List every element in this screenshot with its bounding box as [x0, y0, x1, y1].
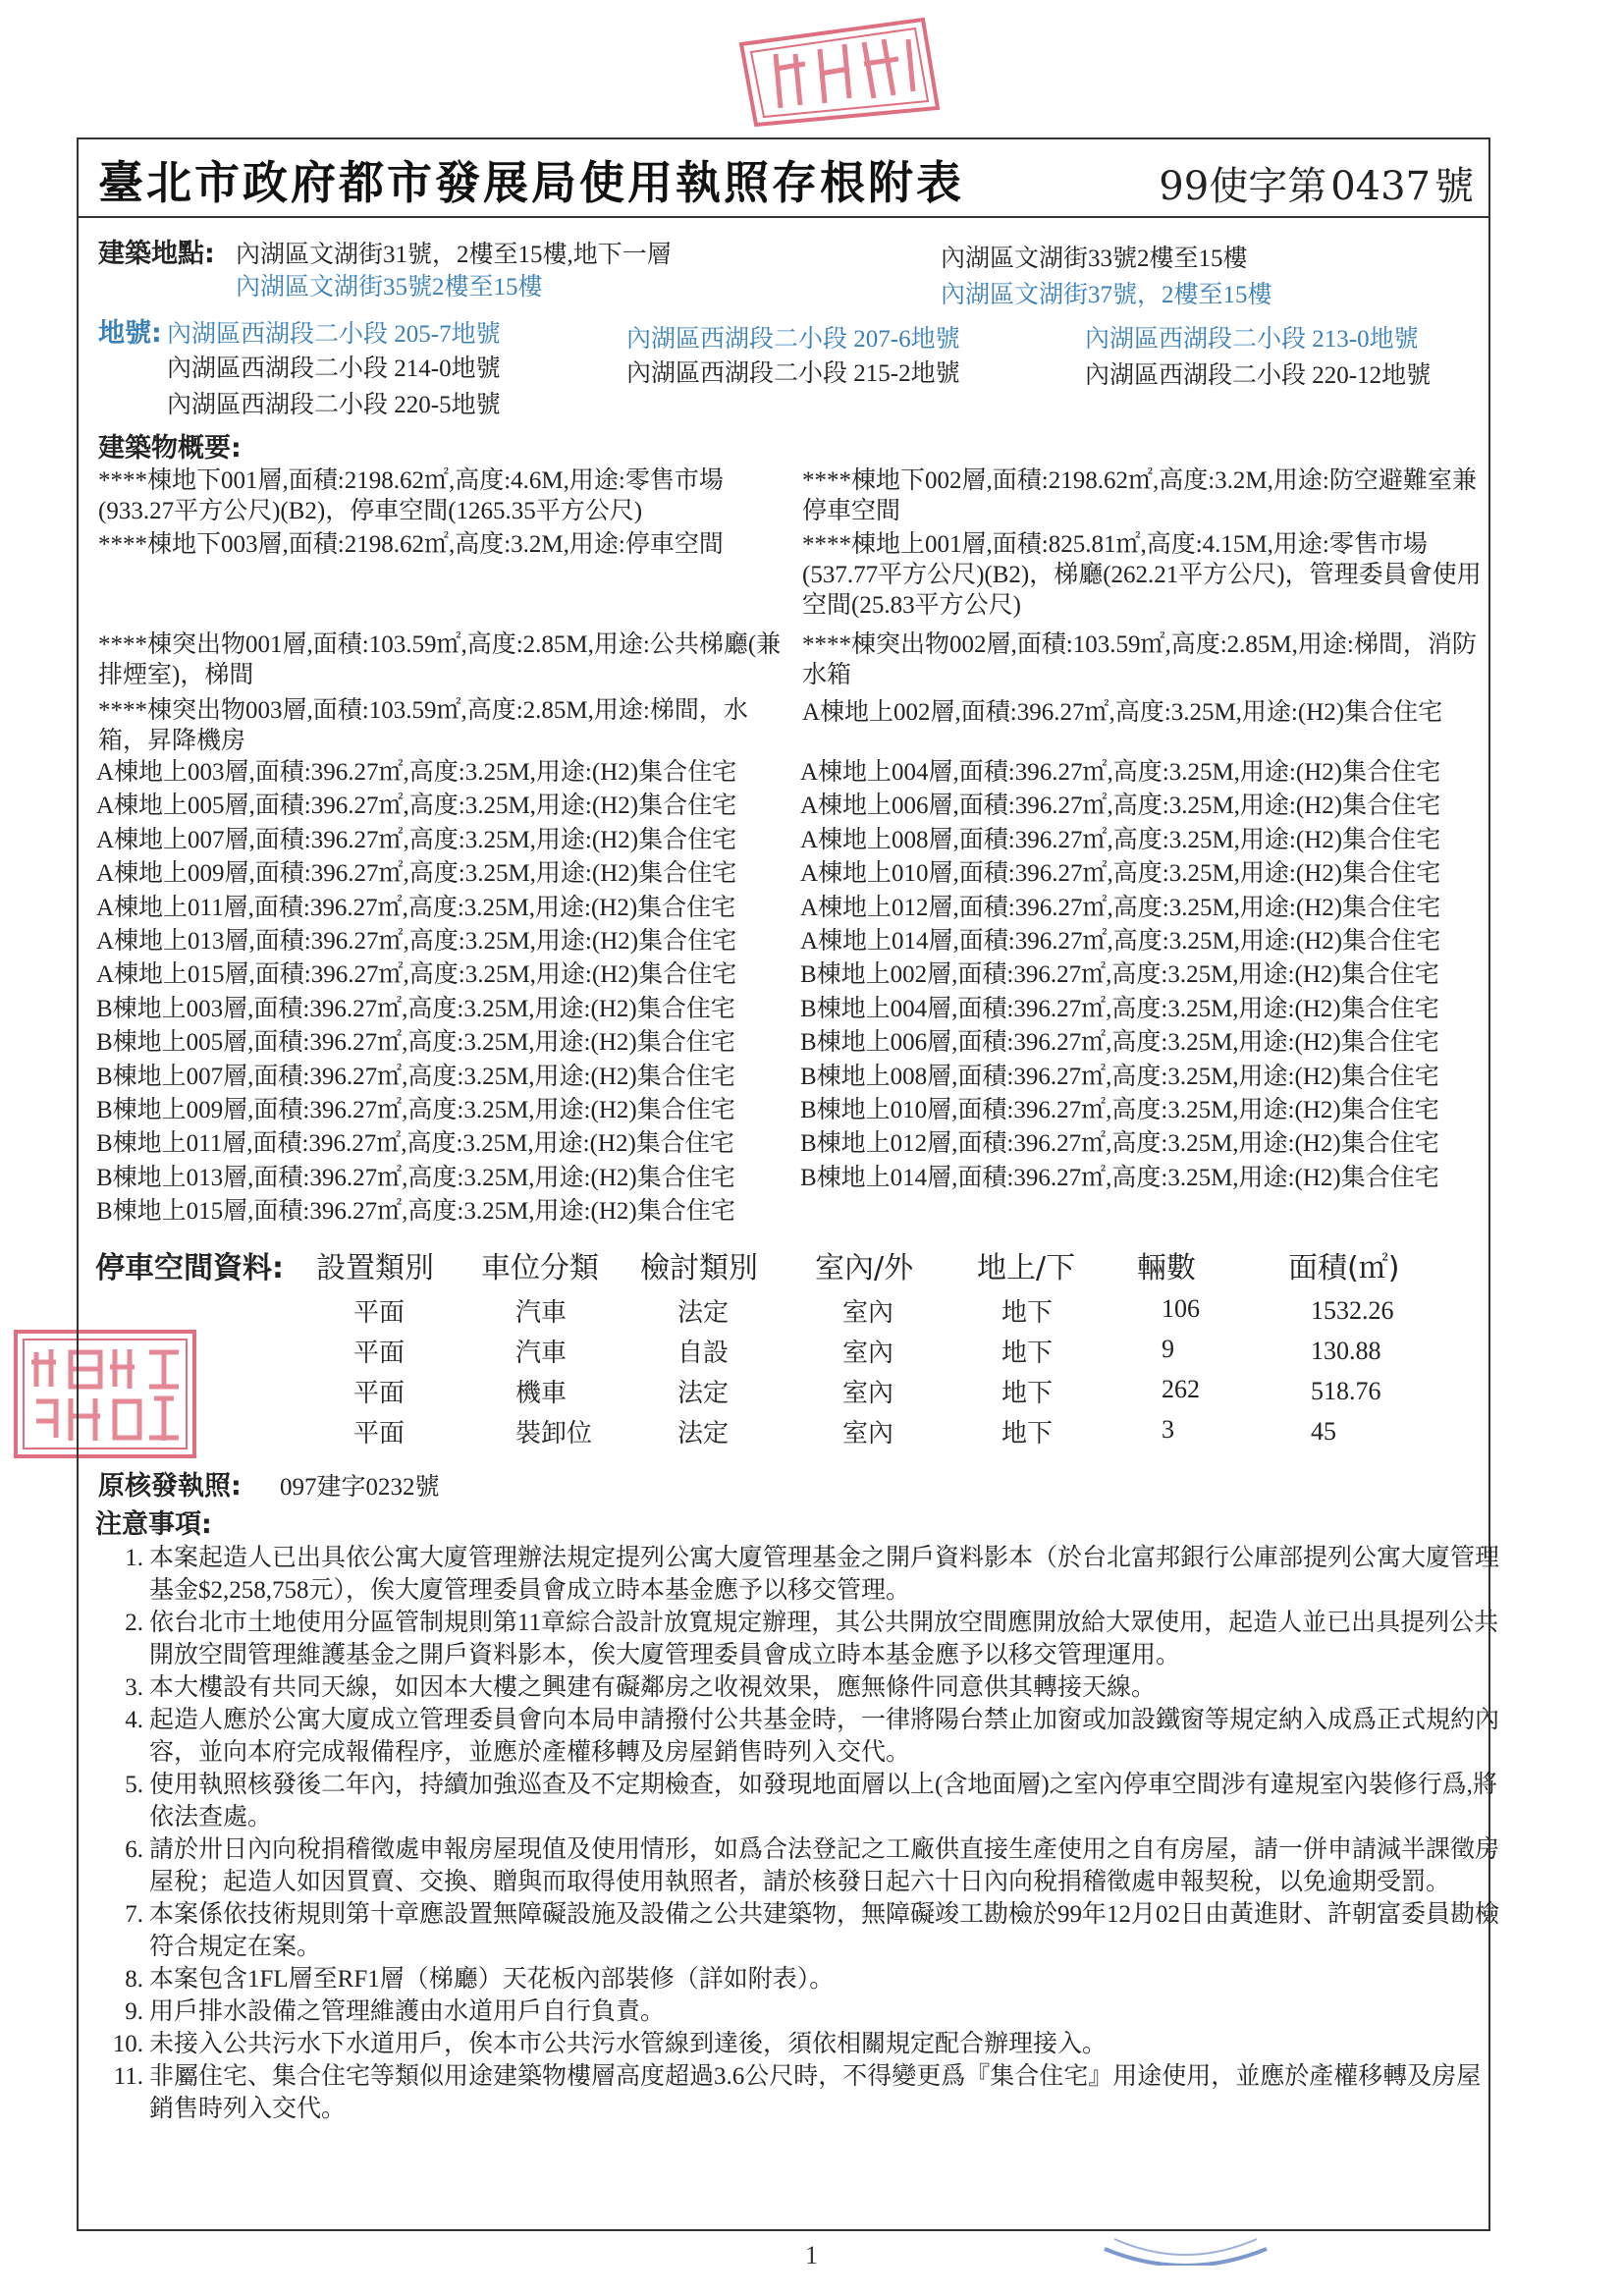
floor-entry: B棟地上007層,面積:396.27㎡,高度:3.25M,用途:(H2)集合住宅 [96, 1063, 735, 1090]
floor-entry: A棟地上005層,面積:396.27㎡,高度:3.25M,用途:(H2)集合住宅 [96, 793, 737, 820]
floor-entry: B棟地上008層,面積:396.27㎡,高度:3.25M,用途:(H2)集合住宅 [800, 1063, 1439, 1090]
floor-entry: B棟地上014層,面積:396.27㎡,高度:3.25M,用途:(H2)集合住宅 [800, 1164, 1439, 1191]
parking-cell: 室內 [842, 1419, 894, 1448]
parking-cell: 地下 [1001, 1298, 1054, 1327]
address-label: 建築地點: [98, 239, 215, 269]
red-seal-stamp-top [727, 15, 947, 128]
building-entry: ****棟地上001層,面積:825.81㎡,高度:4.15M,用途:零售市場(537.77平方公尺)(B2)，梯廳(262.21平方公尺)，管理委員會使用空間(25.83平方公尺) [802, 531, 1482, 619]
note-item: 6. 請於卅日內向稅捐稽徵處申報房屋現值及使用情形，如爲合法登記之工廠供直接生產使用之自有房屋，請一併申請減半課徵房屋稅；起造人如因買賣、交換、贈與而取得使用執照者，請於核發日起六十日內向稅捐稽徵處申報契稅，以免逾期受罰。 [125, 1836, 1500, 1895]
lot-item: 內湖區西湖段二小段 207-6地號 [626, 326, 960, 353]
note-item: 1. 本案起造人已出具依公寓大廈管理辦法規定提列公寓大廈管理基金之開戶資料影本（於台北富邦銀行公庫部提列公寓大廈管理基金$2,258,758元），俟大廈管理委員會成立時本基金應予以移交管理。 [125, 1545, 1500, 1604]
floor-entry: A棟地上011層,面積:396.27㎡,高度:3.25M,用途:(H2)集合住宅 [96, 894, 736, 921]
floor-list-right [800, 756, 1440, 1195]
parking-cell: 262 [1162, 1375, 1200, 1403]
parking-cell: 130.88 [1311, 1337, 1381, 1365]
parking-header: 設置類別 [316, 1251, 434, 1285]
note-item: 2. 依台北市土地使用分區管制規則第11章綜合設計放寬規定辦理，其公共開放空間應開放給大眾使用，起造人並已出具提列公共開放空間管理維護基金之開戶資料影本，俟大廈管理委員會成立時本基金應予以移交管理運用。 [125, 1610, 1499, 1668]
floor-list-left [96, 756, 736, 1229]
lot-item: 內湖區西湖段二小段 213-0地號 [1085, 326, 1419, 353]
floor-entry: A棟地上013層,面積:396.27㎡,高度:3.25M,用途:(H2)集合住宅 [96, 927, 737, 955]
parking-cell: 平面 [353, 1339, 406, 1367]
lot-item: 內湖區西湖段二小段 220-12地號 [1085, 362, 1432, 389]
parking-label: 停車空間資料: [95, 1251, 284, 1285]
floor-entry: B棟地上006層,面積:396.27㎡,高度:3.25M,用途:(H2)集合住宅 [800, 1029, 1439, 1057]
page-number: 1 [805, 2241, 818, 2269]
parking-cell: 106 [1162, 1294, 1200, 1323]
address-line: 內湖區文湖街37號，2樓至15樓 [941, 282, 1272, 308]
building-entry: ****棟地下003層,面積:2198.62㎡,高度:3.2M,用途:停車空間 [98, 531, 724, 558]
floor-entry: B棟地上004層,面積:396.27㎡,高度:3.25M,用途:(H2)集合住宅 [800, 995, 1439, 1022]
parking-cell: 1532.26 [1311, 1296, 1394, 1325]
lot-item: 內湖區西湖段二小段 220-5地號 [167, 392, 501, 418]
parking-cell: 平面 [353, 1379, 406, 1407]
notes-list [106, 1542, 1500, 2125]
original-permit-value: 097建字0232號 [280, 1474, 440, 1501]
floor-entry: B棟地上009層,面積:396.27㎡,高度:3.25M,用途:(H2)集合住宅 [96, 1096, 735, 1123]
parking-cell: 法定 [677, 1298, 730, 1327]
parking-header: 地上/下 [977, 1251, 1076, 1285]
building-entry: ****棟突出物001層,面積:103.59㎡,高度:2.85M,用途:公共梯廳(兼排煙室)，梯間 [98, 631, 782, 688]
parking-cell: 汽車 [515, 1298, 568, 1327]
floor-entry: B棟地上012層,面積:396.27㎡,高度:3.25M,用途:(H2)集合住宅 [800, 1130, 1439, 1158]
building-entry: A棟地上002層,面積:396.27㎡,高度:3.25M,用途:(H2)集合住宅 [802, 699, 1443, 726]
parking-cell: 45 [1311, 1417, 1336, 1446]
floor-entry: A棟地上004層,面積:396.27㎡,高度:3.25M,用途:(H2)集合住宅 [800, 759, 1441, 786]
floor-entry: A棟地上012層,面積:396.27㎡,高度:3.25M,用途:(H2)集合住宅 [800, 894, 1441, 921]
floor-entry: A棟地上009層,面積:396.27㎡,高度:3.25M,用途:(H2)集合住宅 [96, 860, 737, 888]
floor-entry: B棟地上013層,面積:396.27㎡,高度:3.25M,用途:(H2)集合住宅 [96, 1164, 735, 1191]
floor-entry: A棟地上008層,面積:396.27㎡,高度:3.25M,用途:(H2)集合住宅 [800, 826, 1441, 853]
parking-cell: 法定 [677, 1379, 730, 1407]
floor-entry: A棟地上010層,面積:396.27㎡,高度:3.25M,用途:(H2)集合住宅 [800, 860, 1441, 888]
lot-label: 地號: [98, 318, 162, 349]
note-item: 5. 使用執照核發後二年內，持續加強巡查及不定期檢查，如發現地面層以上(含地面層)之室內停車空間涉有違規室內裝修行爲,將依法查處。 [125, 1772, 1497, 1831]
parking-cell: 地下 [1001, 1379, 1054, 1407]
floor-entry: B棟地上005層,面積:396.27㎡,高度:3.25M,用途:(H2)集合住宅 [96, 1029, 735, 1057]
parking-cell: 室內 [842, 1298, 894, 1327]
address-line: 內湖區文湖街33號2樓至15樓 [941, 246, 1248, 272]
title-divider [79, 216, 1488, 218]
note-item: 8. 本案包含1FL層至RF1層（梯廳）天花板內部裝修（詳如附表）。 [125, 1966, 835, 1993]
floor-entry: B棟地上003層,面積:396.27㎡,高度:3.25M,用途:(H2)集合住宅 [96, 995, 735, 1022]
floor-entry: A棟地上006層,面積:396.27㎡,高度:3.25M,用途:(H2)集合住宅 [800, 793, 1441, 820]
parking-cell: 自設 [677, 1339, 730, 1367]
parking-header: 面積(㎡) [1288, 1251, 1400, 1285]
building-entry: ****棟地下002層,面積:2198.62㎡,高度:3.2M,用途:防空避難室兼停車空間 [802, 467, 1477, 524]
parking-cell: 汽車 [515, 1339, 568, 1367]
floor-entry: A棟地上014層,面積:396.27㎡,高度:3.25M,用途:(H2)集合住宅 [800, 927, 1441, 955]
parking-cell: 3 [1162, 1415, 1174, 1444]
original-permit-label: 原核發執照: [98, 1471, 242, 1502]
permit-number: 99使字第 0437 號 [1159, 164, 1474, 209]
notes-label: 注意事項: [95, 1509, 212, 1540]
parking-cell: 室內 [842, 1339, 894, 1367]
floor-entry: A棟地上007層,面積:396.27㎡,高度:3.25M,用途:(H2)集合住宅 [96, 826, 737, 853]
parking-header: 車位分類 [481, 1251, 599, 1285]
address-line: 內湖區文湖街31號，2樓至15樓,地下一層 [236, 242, 672, 268]
building-entry: ****棟突出物003層,面積:103.59㎡,高度:2.85M,用途:梯間，水箱，昇降機房 [98, 697, 748, 754]
floor-entry: B棟地上015層,面積:396.27㎡,高度:3.25M,用途:(H2)集合住宅 [96, 1198, 735, 1226]
lot-item: 內湖區西湖段二小段 214-0地號 [167, 355, 501, 382]
parking-header: 室內/外 [815, 1251, 914, 1285]
lot-item: 內湖區西湖段二小段 215-2地號 [626, 360, 960, 387]
parking-cell: 法定 [677, 1419, 730, 1448]
lot-item: 內湖區西湖段二小段 205-7地號 [167, 321, 501, 348]
note-item: 7. 本案係依技術規則第十章應設置無障礙設施及設備之公共建築物，無障礙竣工勘檢於99年12月02日由黃進財、許朝富委員勘檢符合規定在案。 [125, 1901, 1500, 1960]
note-item: 9. 用戶排水設備之管理維護由水道用戶自行負責。 [125, 1998, 666, 2025]
parking-header: 輛數 [1137, 1251, 1196, 1285]
note-item: 4. 起造人應於公寓大廈成立管理委員會向本局申請撥付公共基金時，一律將陽台禁止加窗或加設鐵窗等規定納入成爲正式規約內容，並向本府完成報備程序，並應於產權移轉及房屋銷售時列入交代。 [125, 1707, 1500, 1766]
building-entry: ****棟地下001層,面積:2198.62㎡,高度:4.6M,用途:零售市場(933.27平方公尺)(B2)，停車空間(1265.35平方公尺) [98, 467, 724, 524]
parking-cell: 平面 [353, 1419, 406, 1448]
document-title: 臺北市政府都市發展局使用執照存根附表 [98, 156, 964, 209]
note-item: 11. 非屬住宅、集合住宅等類似用途建築物樓層高度超過3.6公尺時，不得變更爲『集合住宅』用途使用，並應於產權移轉及房屋銷售時列入交代。 [113, 2063, 1482, 2122]
parking-cell: 室內 [842, 1379, 894, 1407]
parking-cell: 地下 [1001, 1339, 1054, 1367]
parking-header: 檢討類別 [640, 1251, 758, 1285]
parking-cell: 裝卸位 [515, 1419, 593, 1448]
parking-cell: 9 [1162, 1335, 1174, 1363]
parking-cell: 平面 [353, 1298, 406, 1327]
address-line: 內湖區文湖街35號2樓至15樓 [236, 274, 543, 301]
note-item: 10. 未接入公共污水下水道用戶，俟本市公共污水管線到達後，須依相關規定配合辦理接入。 [112, 2031, 1108, 2057]
floor-entry: A棟地上015層,面積:396.27㎡,高度:3.25M,用途:(H2)集合住宅 [96, 961, 737, 989]
note-item: 3. 本大樓設有共同天線，如因本大樓之興建有礙鄰房之收視效果，應無條件同意供其轉接天線。 [125, 1674, 1157, 1701]
floor-entry: B棟地上011層,面積:396.27㎡,高度:3.25M,用途:(H2)集合住宅 [96, 1130, 734, 1158]
floor-entry: B棟地上002層,面積:396.27㎡,高度:3.25M,用途:(H2)集合住宅 [800, 961, 1439, 989]
parking-cell: 518.76 [1311, 1377, 1381, 1405]
floor-entry: A棟地上003層,面積:396.27㎡,高度:3.25M,用途:(H2)集合住宅 [96, 759, 737, 786]
building-entry: ****棟突出物002層,面積:103.59㎡,高度:2.85M,用途:梯間，消防水箱 [802, 631, 1477, 688]
parking-cell: 地下 [1001, 1419, 1054, 1448]
building-summary-label: 建築物概要: [98, 433, 242, 464]
parking-cell: 機車 [515, 1379, 568, 1407]
floor-entry: B棟地上010層,面積:396.27㎡,高度:3.25M,用途:(H2)集合住宅 [800, 1096, 1439, 1123]
